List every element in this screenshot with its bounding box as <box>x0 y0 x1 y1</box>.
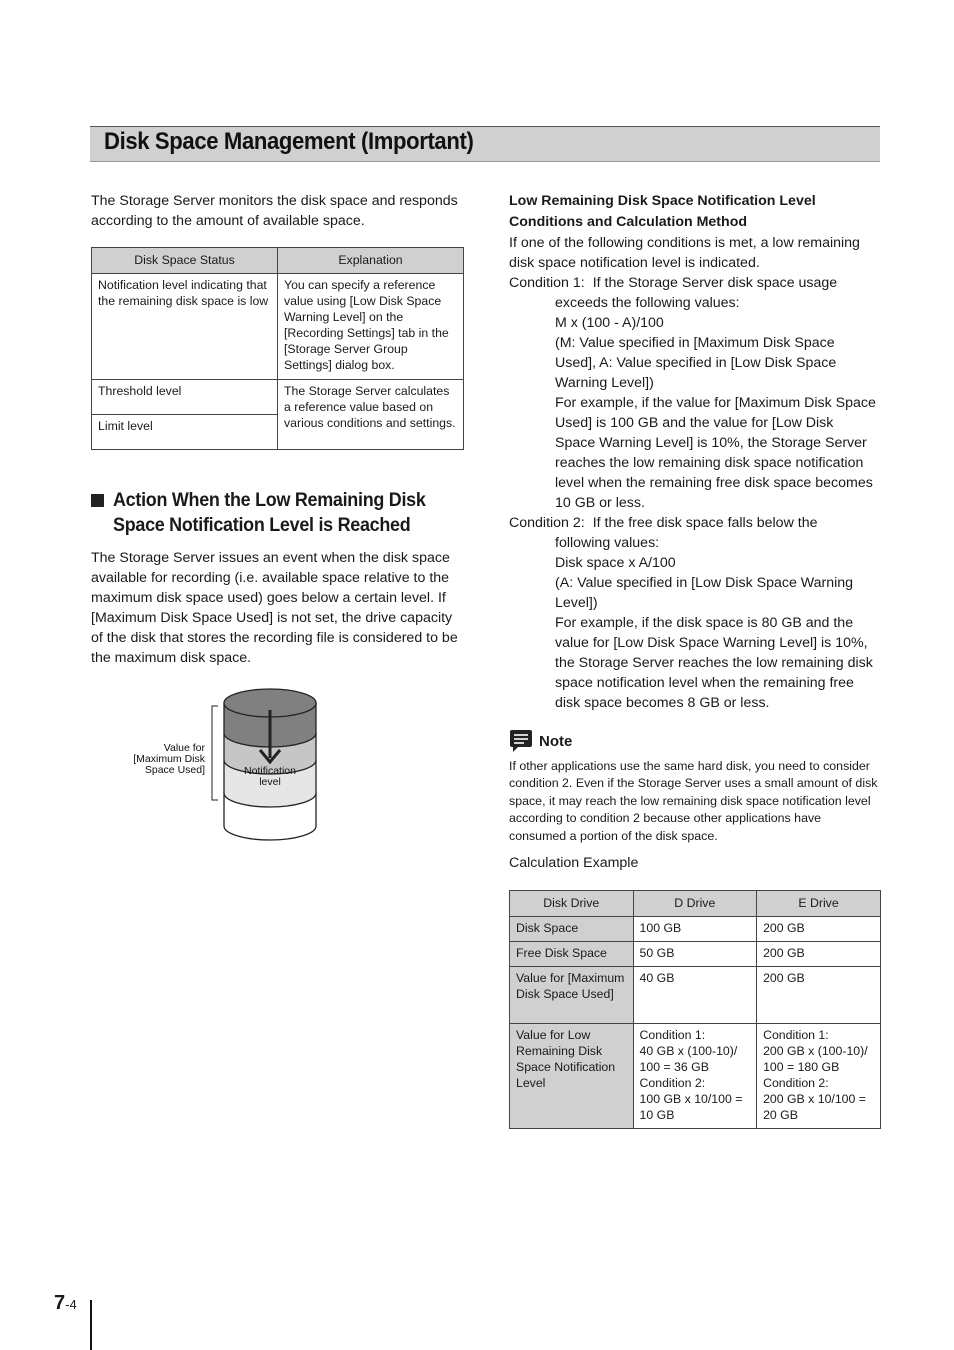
calc-intro: If one of the following conditions is met, a low remaining disk space notification level is indicated. <box>509 235 860 271</box>
note-text: If other applications use the same hard disk, you need to consider condition 2. Even if the Storage Server uses a small amount of disk space, it may reach the low remaining disk space notification level according to condition 2 because other applications have consumed a portion of the disk space. <box>509 759 878 843</box>
calc-example-table <box>509 890 881 1129</box>
cell-line: 40 GB x (100-10)/ <box>639 1044 738 1059</box>
condition-line: M x (100 - A)/100 <box>555 315 664 331</box>
condition-line: Used], A: Value specified in [Low Disk Space <box>555 355 837 371</box>
condition-line: (A: Value specified in [Low Disk Space Warning <box>555 575 854 591</box>
table-cell-explanation: You can specify a reference value using [Low Disk Space Warning Level] on the [Recording Settings] tab in the [Storage Server Group Settings] dialog box. <box>278 274 464 380</box>
condition-line: Disk space x A/100 <box>555 555 676 571</box>
table-cell-status: Threshold level <box>92 380 278 415</box>
cell-line: 100 GB x 10/100 = <box>639 1092 743 1107</box>
cell-line: Condition 2: <box>639 1076 706 1091</box>
d-drive-cell <box>633 1024 757 1129</box>
condition-line: exceeds the following values: <box>555 295 740 311</box>
condition-line: level when the remaining free disk space becomes <box>555 475 873 491</box>
cell-line: 20 GB <box>763 1108 798 1123</box>
table-row <box>510 1024 881 1129</box>
condition-line: disk space becomes 8 GB or less. <box>555 695 770 711</box>
action-paragraph: The Storage Server issues an event when the disk space available for recording (i.e. available space relative to the maximum disk space used) goes below a certain level. If [Maximum Disk Space Used] is not set, the drive capacity of the disk that stores the recording file is considered to be the maximum disk space. <box>91 550 458 666</box>
disk-space-status-table <box>91 247 464 450</box>
cell-line: 200 GB x (100-10)/ <box>763 1044 868 1059</box>
bracket-label-line: Space Used] <box>144 764 205 776</box>
section-heading: Action When the Low Remaining Disk Space Notification Level is Reached <box>91 488 464 538</box>
table-cell-explanation: The Storage Server calculates a reference value based on various conditions and settings. <box>278 380 464 450</box>
bracket-label-line: Value for <box>163 742 205 754</box>
table-cell-status: Limit level <box>92 415 278 450</box>
table-header-row <box>510 891 881 917</box>
table-cell-status: Notification level indicating that the remaining disk space is low <box>92 274 278 380</box>
e-drive-cell: 200 GB <box>757 942 881 967</box>
row-label: Value for Low Remaining Disk Space Notification Level <box>510 1024 634 1129</box>
condition-label: Condition 2: <box>509 515 585 531</box>
condition-line: 10 GB or less. <box>555 495 645 511</box>
table-header-row <box>92 248 464 274</box>
table-row <box>510 917 881 942</box>
left-column <box>91 191 464 668</box>
cell-line: Condition 1: <box>763 1028 829 1043</box>
table-header-cell: D Drive <box>633 891 757 917</box>
table-header-cell: E Drive <box>757 891 881 917</box>
table-header-cell: Disk Drive <box>510 891 634 917</box>
cell-line: 100 = 180 GB <box>763 1060 840 1075</box>
note-icon <box>509 729 533 753</box>
condition-2 <box>509 513 881 713</box>
condition-line: following values: <box>555 535 660 551</box>
title-bar <box>90 126 880 162</box>
page-sub: -4 <box>65 1297 77 1312</box>
intro-paragraph: The Storage Server monitors the disk space and responds according to the amount of available space. <box>91 193 458 229</box>
bracket-label-line: [Maximum Disk <box>133 753 205 765</box>
condition-line: For example, if the disk space is 80 GB and the <box>555 615 854 631</box>
condition-line: reaches the low remaining disk space notification <box>555 455 864 471</box>
condition-text: If the Storage Server disk space usage <box>592 275 838 291</box>
note-label: Note <box>539 732 573 750</box>
condition-line: (M: Value specified in [Maximum Disk Space <box>555 335 835 351</box>
notification-label-line: level <box>259 776 281 788</box>
square-bullet-icon <box>91 494 104 507</box>
table-row <box>510 942 881 967</box>
condition-2-lines <box>509 533 881 713</box>
condition-line: For example, if the value for [Maximum Disk Space <box>555 395 876 411</box>
condition-text: If the free disk space falls below the <box>592 515 818 531</box>
e-drive-cell: 200 GB <box>757 967 881 1024</box>
page-title: Disk Space Management (Important) <box>104 128 474 155</box>
calc-example-caption: Calculation Example <box>509 855 639 872</box>
d-drive-cell: 50 GB <box>633 942 757 967</box>
condition-1-lines <box>509 293 881 513</box>
max-disk-bracket <box>212 706 218 800</box>
e-drive-cell: 200 GB <box>757 917 881 942</box>
table-header-cell: Explanation <box>278 248 464 274</box>
d-drive-cell: 40 GB <box>633 967 757 1024</box>
condition-1 <box>509 273 881 513</box>
condition-label: Condition 1: <box>509 275 585 291</box>
row-label: Disk Space <box>510 917 634 942</box>
cell-line: Condition 1: <box>639 1028 706 1043</box>
row-label: Value for [Maximum Disk Space Used] <box>510 967 634 1024</box>
condition-line: Space Warning Level] is 10%, the Storage Server <box>555 435 867 451</box>
condition-line: space notification level when the remaining free <box>555 675 854 691</box>
row-label: Free Disk Space <box>510 942 634 967</box>
cell-line: 100 = 36 GB <box>639 1060 709 1075</box>
condition-line: Warning Level]) <box>555 375 654 391</box>
table-header-cell: Disk Space Status <box>92 248 278 274</box>
cell-line: 10 GB <box>639 1108 675 1123</box>
page-number-rule <box>90 1300 92 1350</box>
page-number <box>54 1292 77 1315</box>
condition-line: Used] is 100 GB and the value for [Low Disk <box>555 415 834 431</box>
e-drive-cell <box>757 1024 881 1129</box>
disk-diagram <box>110 686 340 846</box>
cell-line: 200 GB x 10/100 = <box>763 1092 866 1107</box>
table-row <box>92 274 464 380</box>
condition-line: value for [Low Disk Space Warning Level] is 10%, <box>555 635 868 651</box>
note-block <box>509 729 881 845</box>
table-row <box>92 380 464 415</box>
right-column <box>509 191 881 1129</box>
d-drive-cell: 100 GB <box>633 917 757 942</box>
notification-label-line: Notification <box>244 765 296 777</box>
condition-line: the Storage Server reaches the low remaining disk <box>555 655 873 671</box>
calc-heading: Low Remaining Disk Space Notification Level Conditions and Calculation Method <box>509 193 816 230</box>
cell-line: Condition 2: <box>763 1076 829 1091</box>
page-chapter: 7 <box>54 1292 66 1314</box>
table-row <box>510 967 881 1024</box>
condition-line: Level]) <box>555 595 598 611</box>
